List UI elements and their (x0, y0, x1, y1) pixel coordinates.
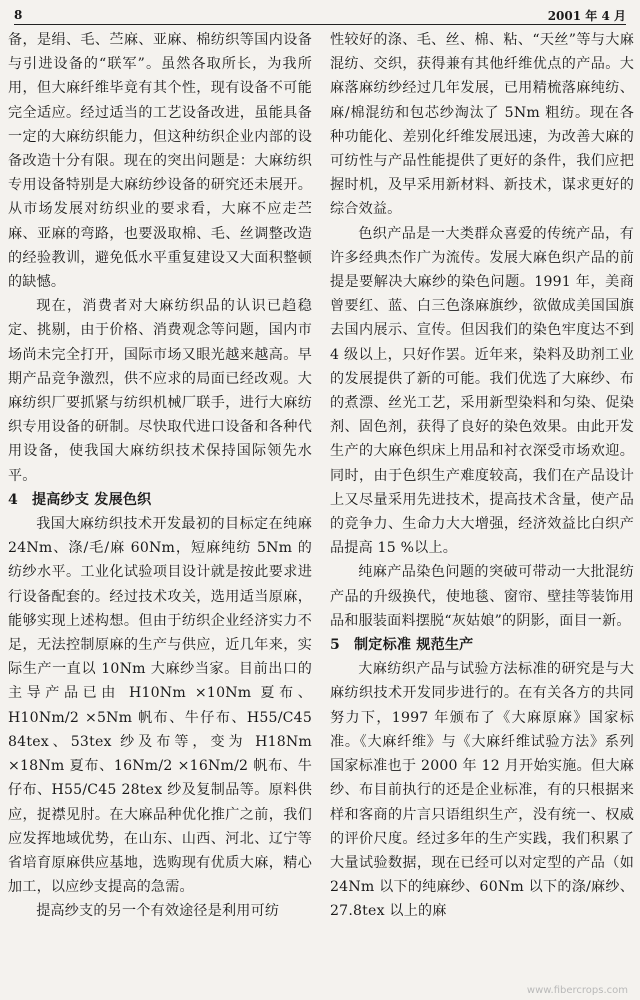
right-column (330, 28, 634, 924)
section-title: 提高纱支 发展色织 (32, 491, 152, 508)
page-header (14, 6, 626, 24)
paragraph: 性较好的涤、毛、丝、棉、粘、“天丝”等与大麻混纺、交织，获得兼有其他纤维优点的产品。大麻落麻纺纱经过几年发展，已用精梳落麻纯纺、麻/棉混纺和包芯纱淘汰了 5Nm 粗纺。现在各种功能化、差别化纤维发展迅速，为改善大麻的可纺性与产品性能提供了更好的条件，我们应把握时机，及早采用新材料、新技术，谋求更好的综合效益。 (330, 32, 634, 218)
paragraph: 备，是绢、毛、苎麻、亚麻、棉纺织等国内设备与引进设备的“联军”。虽然各取所长，为我所用，但大麻纤维毕竟有其个性，现有设备不可能完全适应。经过适当的工艺设备改进，虽能具备一定的大麻纺织能力，但这种纺织企业内部的设备改造十分有限。现在的突出问题是：大麻纺织专用设备特别是大麻纺纱设备的研究还未展开。从市场发展对纺织业的要求看，大麻不应走苎麻、亚麻的弯路，也要汲取棉、毛、丝调整改造的经验教训，避免低水平重复建设又大面积整顿的缺憾。 (8, 32, 312, 291)
left-column (8, 28, 312, 924)
section-number: 4 (8, 491, 19, 508)
section-title: 制定标准 规范生产 (354, 637, 474, 654)
watermark: www.fibercrops.com (526, 985, 628, 996)
section-heading-5 (330, 633, 634, 657)
paragraph: 提高纱支的另一个有效途径是利用可纺 (36, 903, 280, 920)
paragraph: 大麻纺织产品与试验方法标准的研究是与大麻纺织技术开发同步进行的。在有关各方的共同努力下，1997 年颁布了《大麻原麻》国家标准。《大麻纤维》与《大麻纤维试验方法》系列国家标准也于 2000 年 12 月开始实施。但大麻纱、布目前执行的还是企业标准，有的只根据来样和客商的片言只语组织生产，没有统一、权威的评价尺度。经过多年的生产实践，我们积累了大量试验数据，现在已经可以对定型的产品（如 24Nm 以下的纯麻纱、60Nm 以下的涤/麻纱、27.8tex 以上的麻 (330, 661, 634, 920)
section-heading-4 (8, 488, 312, 512)
paragraph: 现在，消费者对大麻纺织品的认识已趋稳定、挑剔，由于价格、消费观念等问题，国内市场尚未完全打开，国际市场又眼光越来越高。早期产品竞争激烈，供不应求的局面已经改观。大麻纺织厂要抓紧与纺织机械厂联手，进行大麻纺织专用设备的研制。尽快取代进口设备和各种代用设备，使我国大麻纺织技术保持国际领先水平。 (8, 298, 312, 484)
paragraph: 色织产品是一大类群众喜爱的传统产品，有许多经典杰作广为流传。发展大麻色织产品的前提是要解决大麻纱的染色问题。1991 年，美商曾要红、蓝、白三色涤麻旗纱，欲做成美国国旗去国内展示、宣传。但因我们的染色牢度达不到 4 级以上，只好作罢。近年来，染料及助剂工业的发展提供了新的可能。我们优选了大麻纱、布的煮漂、丝光工艺，采用新型染料和匀染、促染剂、固色剂，获得了良好的染色效果。由此开发生产的大麻色织床上用品和衬衣深受市场欢迎。同时，由于色织生产难度较高，我们在产品设计上又尽量采用先进技术，提高技术含量，使产品的竞争力、生命力大大增强，经济效益比白织产品提高 15 %以上。 (330, 225, 634, 557)
issue-date: 2001 年 4 月 (547, 8, 626, 23)
paragraph: 纯麻产品染色问题的突破可带动一大批混纺产品的升级换代，使地毯、窗帘、壁挂等装饰用品和服装面料摆脱“灰姑娘”的阴影，面目一新。 (330, 564, 634, 629)
header-rule (14, 24, 626, 25)
page-number: 8 (14, 8, 23, 22)
section-number: 5 (330, 637, 341, 654)
paragraph: 我国大麻纺织技术开发最初的目标定在纯麻 24Nm、涤/毛/麻 60Nm，短麻纯纺 5Nm 的纺纱水平。工业化试验项目设计就是按此要求进行设备配套的。经过技术攻关，选用适当原麻，能够实现上述构想。但由于纺织企业经济实力不足，无法控制原麻的生产与供应，近几年来，实际生产一直以 10Nm 大麻纱当家。目前出口的主导产品已由 H10Nm ×10Nm 夏布、H10Nm/2 ×5Nm 帆布、牛仔布、H55/C45 84tex、53tex 纱及布等，变为 H18Nm ×18Nm 夏布、16Nm/2 ×16Nm/2 帆布、牛仔布、H55/C45 28tex 纱及复制品等。原料供应，捉襟见肘。在大麻品种优化推广之前，我们应发挥地域优势，在山东、山西、河北、辽宁等省培育原麻供应基地，选购现有优质大麻，精心加工，以应纱支提高的急需。 (8, 516, 312, 896)
